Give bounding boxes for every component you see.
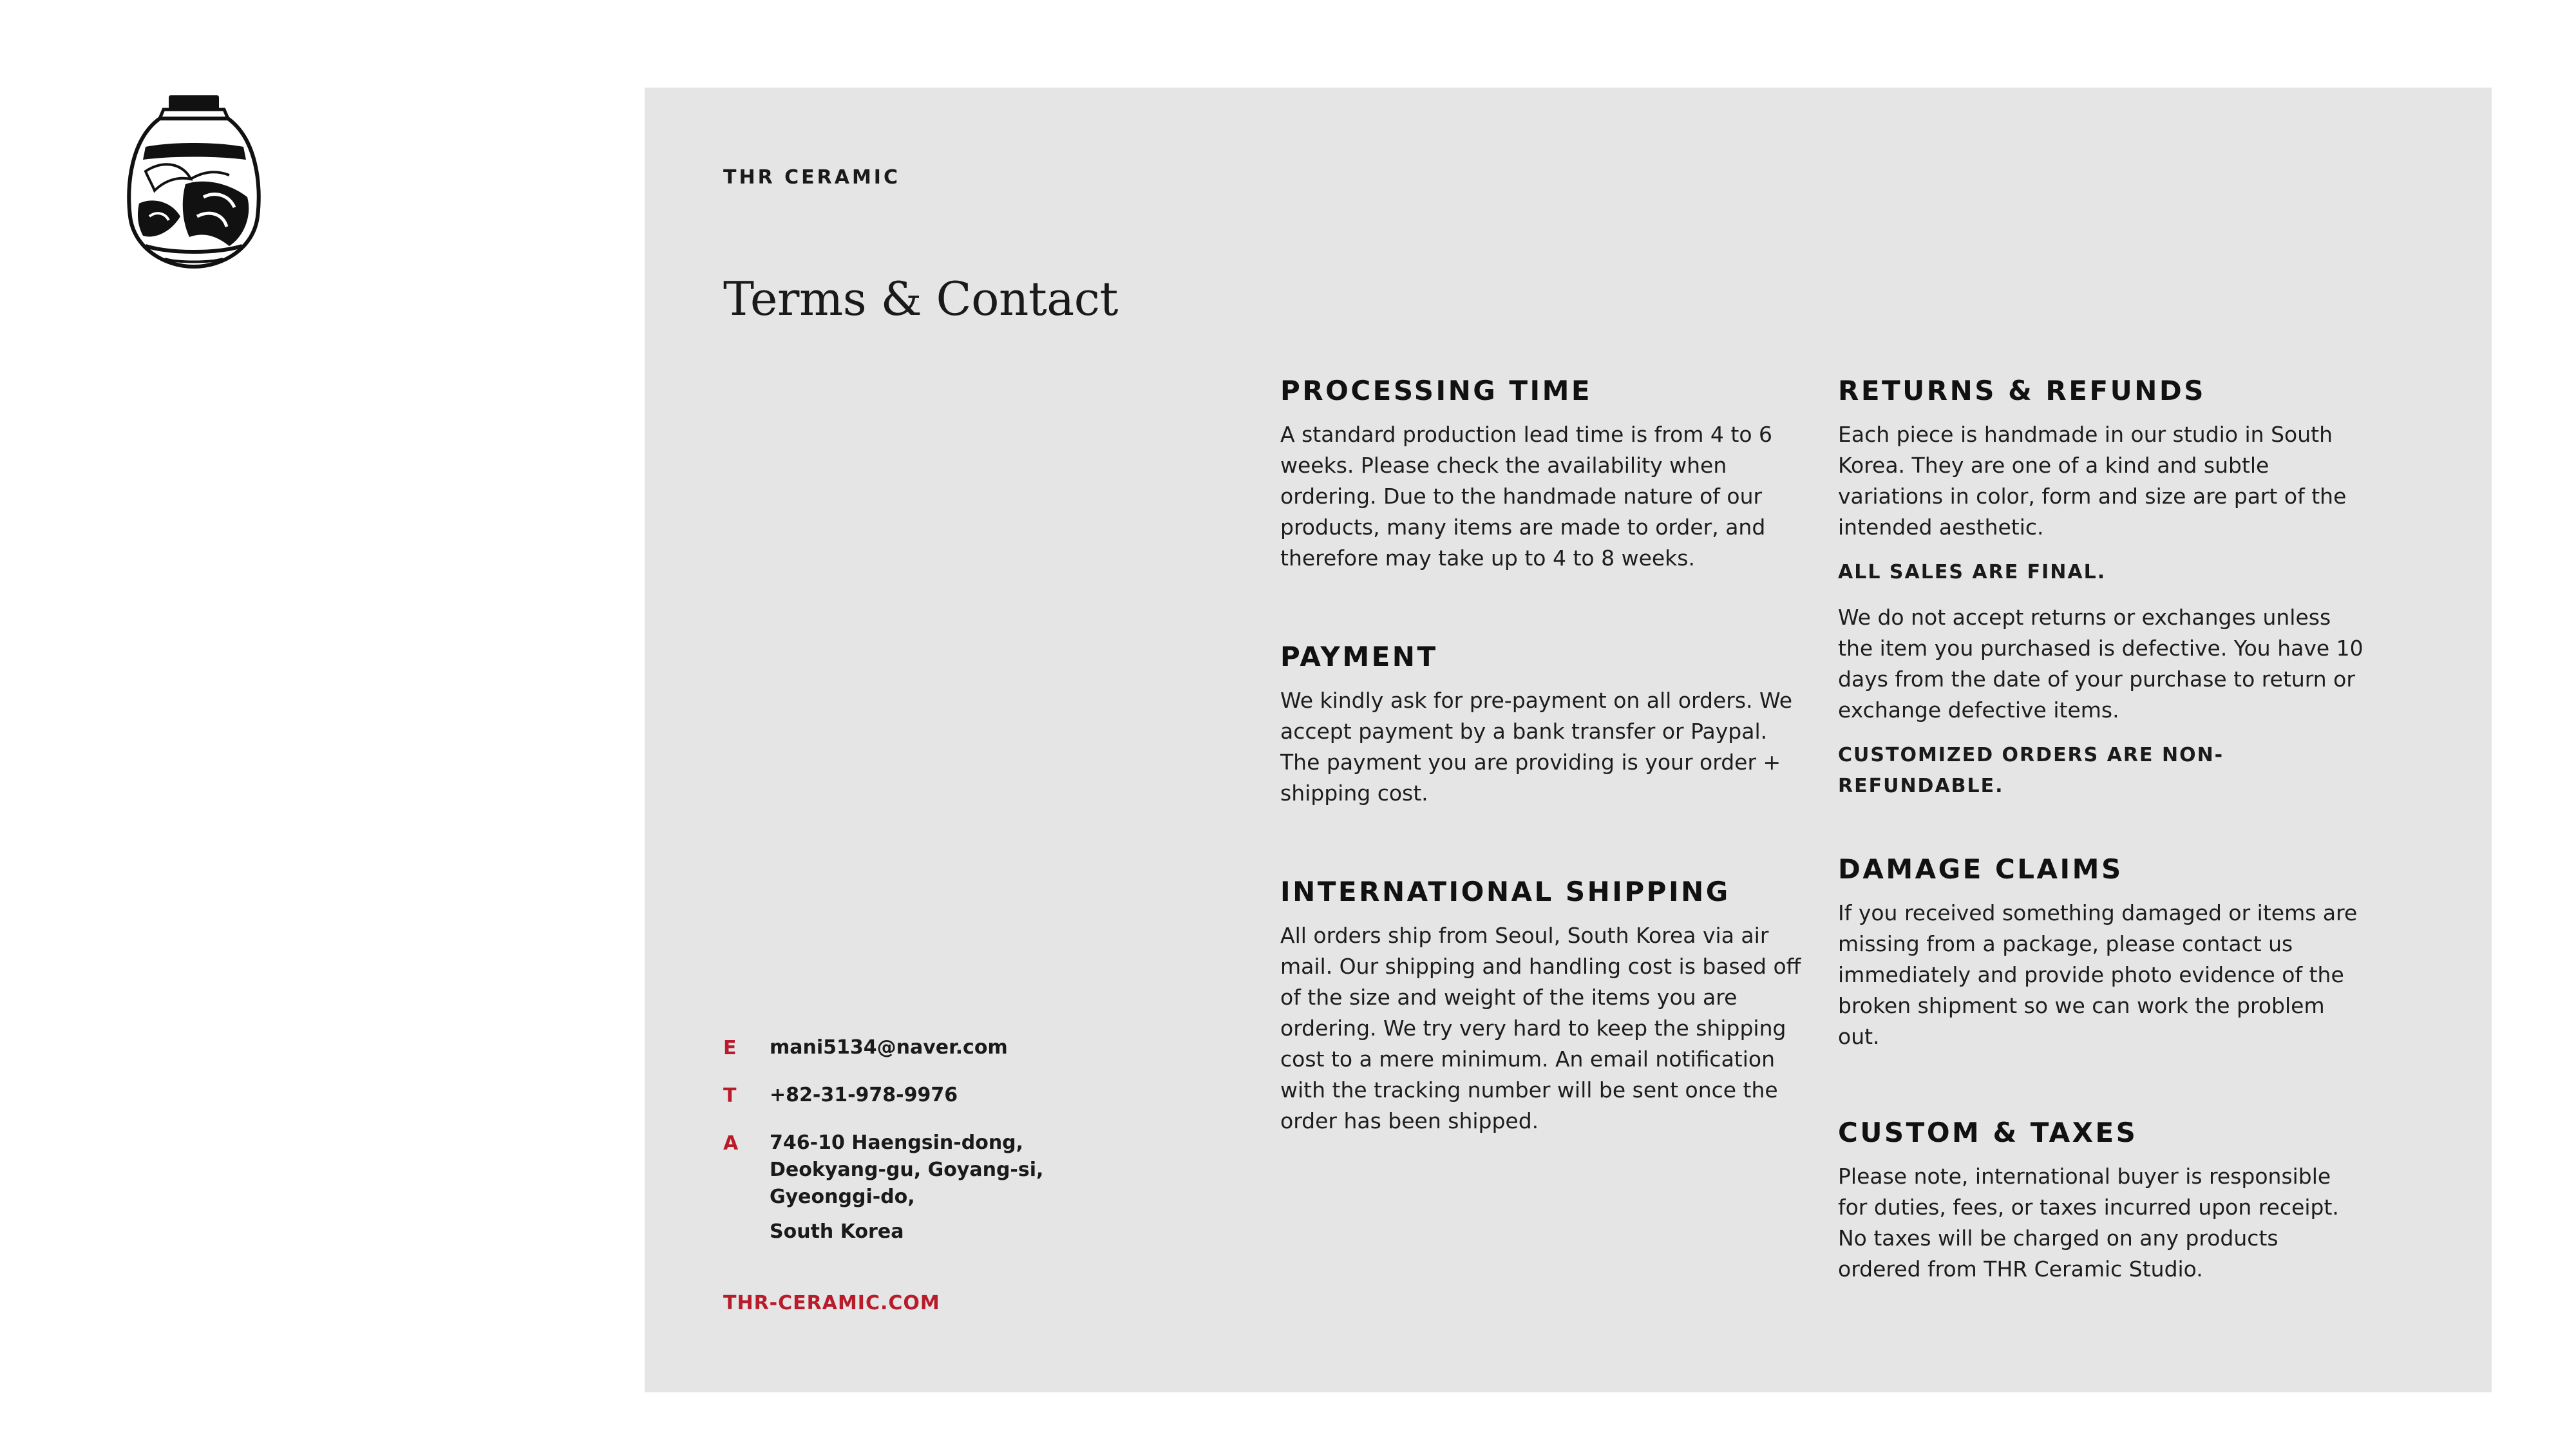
contact-block <box>723 1034 1213 1265</box>
section-title: RETURNS & REFUNDS <box>1838 375 2206 406</box>
section-title: PROCESSING TIME <box>1280 375 1593 406</box>
terms-column-left <box>1280 375 1808 1204</box>
section-damage-claims <box>1838 853 2366 1052</box>
address-text <box>770 1130 1043 1245</box>
section-title: PAYMENT <box>1280 641 1438 672</box>
section-body: If you received something damaged or items are missing from a package, please contact us immediately and provide photo evidence of the broken shipment so we can work the problem out. <box>1838 900 2358 1049</box>
website-link[interactable]: THR-CERAMIC.COM <box>723 1292 940 1314</box>
brand-name: THR CERAMIC <box>723 166 900 189</box>
section-payment <box>1280 641 1808 809</box>
section-body: Each piece is handmade in our studio in South Korea. They are one of a kind and subtle variations in color, form and size are part of the intended aesthetic. <box>1838 422 2347 540</box>
section-title: CUSTOM & TAXES <box>1838 1117 2138 1148</box>
contact-phone-row <box>723 1082 1213 1110</box>
section-title: DAMAGE CLAIMS <box>1838 853 2123 885</box>
vase-icon[interactable] <box>126 94 261 269</box>
section-title: INTERNATIONAL SHIPPING <box>1280 876 1730 907</box>
address-line: Deokyang-gu, Goyang-si, <box>770 1159 1044 1181</box>
phone-link[interactable]: +82-31-978-9976 <box>770 1084 958 1106</box>
section-body: We do not accept returns or exchanges unless the item you purchased is defective. You have 10 days from the date of your purchase to return or exchange defective items. <box>1838 605 2363 723</box>
section-body: Please note, international buyer is responsible for duties, fees, or taxes incurred upon receipt. No taxes will be charged on any products ordered from THR Ceramic Studio. <box>1838 1164 2339 1282</box>
section-custom-taxes <box>1838 1117 2366 1285</box>
page-title: Terms & Contact <box>723 272 1118 326</box>
section-processing-time <box>1280 375 1808 574</box>
address-key: A <box>723 1132 739 1155</box>
terms-panel <box>645 88 2492 1392</box>
non-refundable-note: CUSTOMIZED ORDERS ARE NON-REFUNDABLE. <box>1838 744 2224 797</box>
sales-final-note: ALL SALES ARE FINAL. <box>1838 561 2107 583</box>
contact-email-row <box>723 1034 1213 1063</box>
phone-key: T <box>723 1084 737 1107</box>
section-body: We kindly ask for pre-payment on all orders. We accept payment by a bank transfer or Paypal. The payment you are providing is your order + shipping cost. <box>1280 688 1792 806</box>
section-international-shipping <box>1280 876 1808 1137</box>
email-key: E <box>723 1037 737 1059</box>
section-returns-refunds <box>1838 375 2366 802</box>
address-line: 746-10 Haengsin-dong, <box>770 1132 1024 1154</box>
contact-address-row <box>723 1130 1213 1245</box>
address-line: Gyeonggi-do, <box>770 1186 915 1208</box>
email-link[interactable]: mani5134@naver.com <box>770 1036 1008 1059</box>
section-body: A standard production lead time is from 4 to 6 weeks. Please check the availability when ordering. Due to the handmade nature of our products, many items are made to order, and therefore may take up to 4 to 8 weeks. <box>1280 422 1773 571</box>
address-country: South Korea <box>770 1220 904 1243</box>
section-body: All orders ship from Seoul, South Korea via air mail. Our shipping and handling cost is based off of the size and weight of the items you are ordering. We try very hard to keep the shipping cost to a mere minimum. An email notification with the tracking number will be sent once the order has been shipped. <box>1280 923 1801 1133</box>
terms-column-right <box>1838 375 2366 1285</box>
